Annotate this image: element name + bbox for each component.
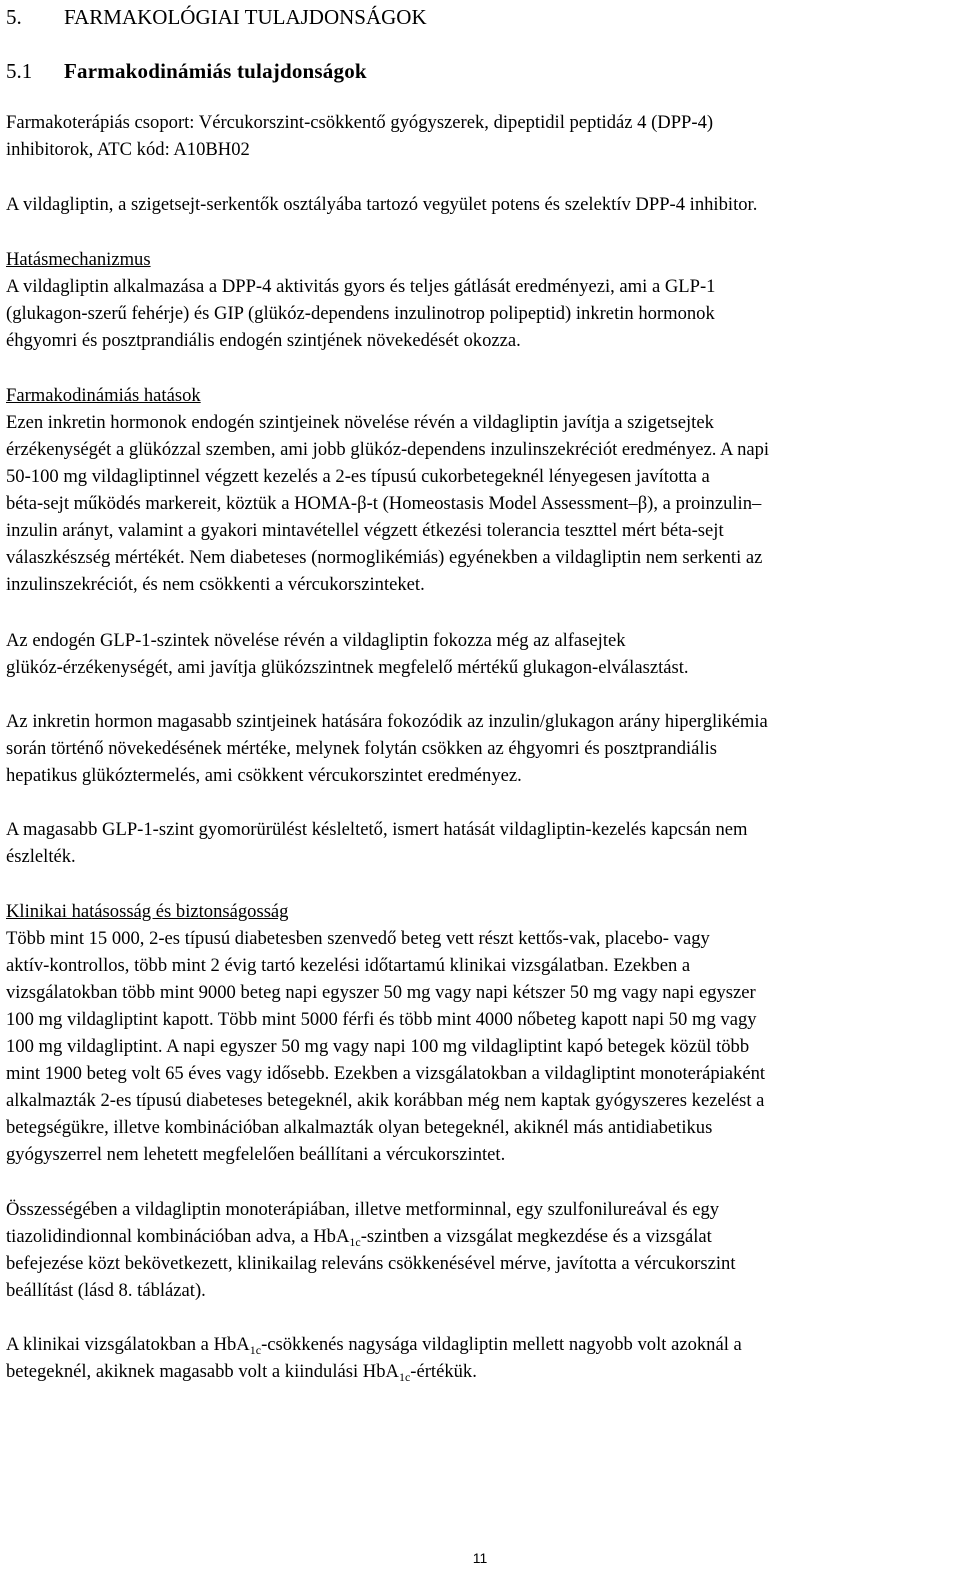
text-line: inhibitorok, ATC kód: A10BH02	[6, 139, 250, 160]
text-line: során történő növekedésének mértéke, melynek folytán csökken az éhgyomri és posztprandiális	[6, 738, 717, 759]
pharmacotherapeutic-group-paragraph	[6, 109, 954, 163]
text-line: hepatikus glükóztermelés, ami csökkent vércukorszintet eredményez.	[6, 765, 522, 786]
mechanism-section	[6, 246, 954, 354]
text-line: Ezen inkretin hormonok endogén szintjeinek növelése révén a vildagliptin javítja a szigetsejtek	[6, 412, 714, 433]
text-line: (glukagon-szerű fehérje) és GIP (glükóz-dependens inzulinotrop polipeptid) inkretin hormonok	[6, 303, 715, 324]
text-line: befejezése közt bekövetkezett, klinikailag releváns csökkenésével mérve, javította a vércukorszint	[6, 1253, 736, 1274]
text-line: glükóz-érzékenységét, ami javítja glükózszintnek megfelelő mértékű glukagon-elválasztást.	[6, 657, 689, 678]
intro-paragraph	[6, 191, 954, 218]
text-line: A klinikai vizsgálatokban a HbA$_{1c}$-csökkenés nagysága vildagliptin mellett nagyobb volt azoknál a	[6, 1334, 742, 1357]
text-line: tiazolidindionnal kombinációban adva, a HbA$_{1c}$-szintben a vizsgálat megkezdése és a vizsgálat	[6, 1226, 712, 1249]
text-line: Az inkretin hormon magasabb szintjeinek hatására fokozódik az inzulin/glukagon arány hiperglikémia	[6, 711, 768, 732]
mechanism-heading: Hatásmechanizmus	[6, 249, 151, 270]
text-line: béta-sejt működés markereit, köztük a HOMA-β-t (Homeostasis Model Assessment–β), a proinzulin–	[6, 493, 762, 514]
page-number: 11	[472, 1550, 488, 1566]
glp1-paragraph	[6, 627, 954, 681]
text-line: Több mint 15 000, 2-es típusú diabetesben szenvedő beteg vett részt kettős-vak, placebo- vagy	[6, 928, 710, 949]
subsection-heading	[6, 56, 367, 86]
hba1c-subscript: 1c	[249, 1343, 262, 1357]
effects-section	[6, 382, 954, 598]
subsection-title: Farmakodinámiás tulajdonságok	[64, 59, 367, 83]
text-line: vizsgálatokban több mint 9000 beteg napi egyszer 50 mg vagy napi kétszer 50 mg vagy napi egyszer	[6, 982, 756, 1003]
text-line: alkalmazták 2-es típusú diabeteses betegeknél, akik korábban még nem kaptak gyógyszeres kezelést a	[6, 1090, 765, 1111]
text-line: A vildagliptin alkalmazása a DPP-4 aktivitás gyors és teljes gátlását eredményezi, ami a GLP-1	[6, 276, 716, 297]
clinical-heading: Klinikai hatásosság és biztonságosság	[6, 901, 289, 922]
text-line: 50-100 mg vildagliptinnel végzett kezelés a 2-es típusú cukorbetegeknél lényegesen javította a	[6, 466, 710, 487]
text-line: érzékenységét a glükózzal szemben, ami jobb glükóz-dependens inzulinszekréciót eredményez. A napi	[6, 439, 770, 460]
hba1c-subscript: 1c	[398, 1370, 411, 1384]
hba1c-reduction-paragraph	[6, 1331, 954, 1385]
text-line: gyógyszerrel nem lehetett megfelelően beállítani a vércukorszintet.	[6, 1144, 506, 1165]
subsection-number: 5.1	[6, 59, 33, 83]
section-number: 5.	[6, 5, 22, 29]
text-line: 100 mg vildagliptint. A napi egyszer 50 mg vagy napi 100 mg vildagliptint kapó betegek közül több	[6, 1036, 750, 1057]
text-line: inzulin arányt, valamint a gyakori mintavétellel végzett étkezési tolerancia teszttel mért béta-sejt	[6, 520, 724, 541]
text-line: A vildagliptin, a szigetsejt-serkentők osztályába tartozó vegyület potens és szelektív DPP-4 inhibitor.	[6, 194, 758, 215]
text-line: Az endogén GLP-1-szintek növelése révén a vildagliptin fokozza még az alfasejtek	[6, 630, 626, 651]
text-line: Összességében a vildagliptin monoterápiában, illetve metforminnal, egy szulfonilureával és egy	[6, 1199, 720, 1220]
clinical-section	[6, 898, 954, 1168]
hba1c-subscript: 1c	[349, 1235, 361, 1249]
incretin-paragraph	[6, 708, 954, 789]
section-heading	[6, 2, 427, 32]
text-line: betegségükre, illetve kombinációban alkalmazták olyan betegeknél, akiknél más antidiabetikus	[6, 1117, 713, 1138]
text-line: inzulinszekréciót, és nem csökkenti a vércukorszinteket.	[6, 574, 425, 595]
text-line: észlelték.	[6, 846, 76, 867]
text-line: A magasabb GLP-1-szint gyomorürülést késleltető, ismert hatását vildagliptin-kezelés kapcsán nem	[6, 819, 748, 840]
text-line: Farmakoterápiás csoport: Vércukorszint-csökkentő gyógyszerek, dipeptidil peptidáz 4 (DPP-4)	[6, 112, 714, 133]
text-line: beállítást (lásd 8. táblázat).	[6, 1280, 206, 1301]
overall-paragraph	[6, 1196, 954, 1304]
text-line: válaszkészség mértékét. Nem diabeteses (normoglikémiás) egyénekben a vildagliptin nem serkenti az	[6, 547, 763, 568]
text-line: éhgyomri és posztprandiális endogén szintjének növekedését okozza.	[6, 330, 521, 351]
text-line: aktív-kontrollos, több mint 2 évig tartó kezelési időtartamú klinikai vizsgálatban. Ezekben a	[6, 955, 691, 976]
text-line: mint 1900 beteg volt 65 éves vagy idősebb. Ezekben a vizsgálatokban a vildagliptint monoterápiaként	[6, 1063, 766, 1084]
effects-heading: Farmakodinámiás hatások	[6, 385, 201, 406]
text-line: 100 mg vildagliptint kapott. Több mint 5000 férfi és több mint 4000 nőbeteg kapott napi 50 mg vagy	[6, 1009, 757, 1030]
text-line: betegeknél, akiknek magasabb volt a kiindulási HbA$_{1c}$-értékük.	[6, 1361, 477, 1384]
section-title: FARMAKOLÓGIAI TULAJDONSÁGOK	[64, 5, 427, 29]
gastric-emptying-paragraph	[6, 816, 954, 870]
